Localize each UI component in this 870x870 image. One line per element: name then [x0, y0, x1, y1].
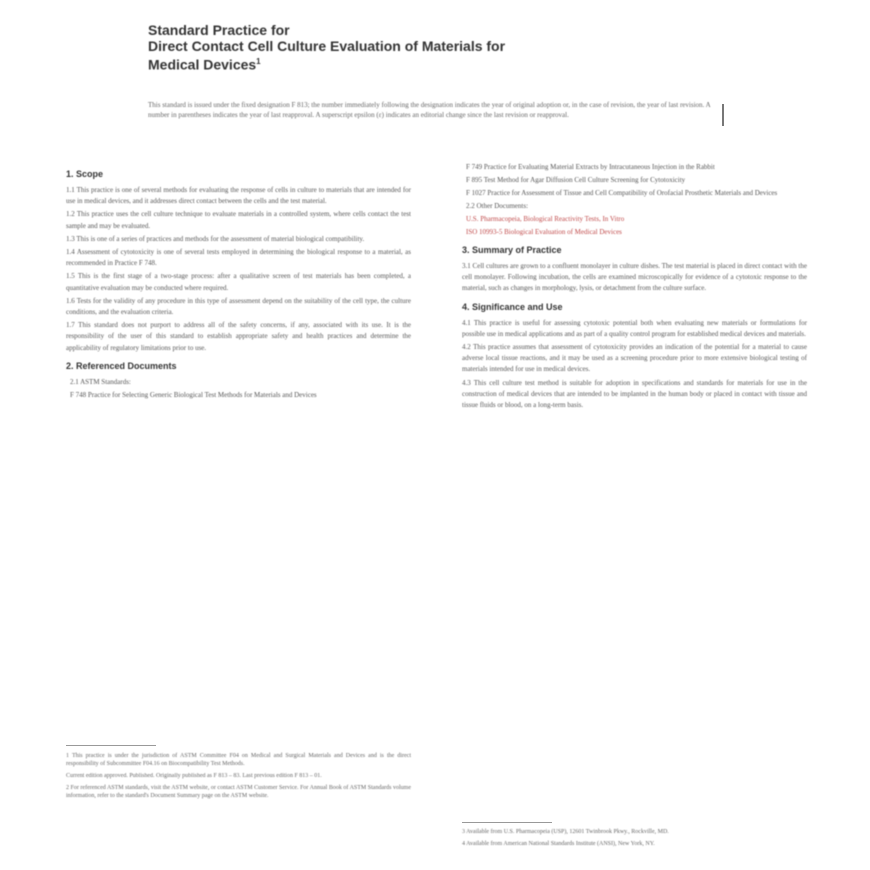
reference-item: F 895 Test Method for Agar Diffusion Cell Culture Screening for Cytotoxicity: [466, 176, 686, 184]
footnote-rule: [66, 745, 156, 746]
paragraph-1-6: 1.6 Tests for the validity of any procedure in this type of assessment depend on the suitability of the cell type, the culture conditions, and the evaluation criteria.: [66, 296, 411, 317]
reference-link[interactable]: ISO 10993-5 Biological Evaluation of Medical Devices: [466, 228, 622, 236]
footnote-rule: [462, 822, 552, 823]
section-heading-significance: 4. Significance and Use: [462, 301, 563, 312]
section-heading-referenced-documents: 2. Referenced Documents: [66, 360, 177, 371]
right-column: [462, 162, 807, 413]
footnote: 2 For referenced ASTM standards, visit the ASTM website, or contact ASTM Customer Service. For Annual Book of ASTM Standards volume information, refer to the standard's Document Summary page on the ASTM website.: [66, 785, 411, 799]
footnote: 3 Available from U.S. Pharmacopeia (USP), 12601 Twinbrook Pkwy., Rockville, MD.: [462, 829, 669, 835]
title-line-3: [148, 54, 708, 73]
reference-item: 2.2 Other Documents:: [466, 202, 529, 210]
paragraph-4-1: 4.1 This practice is useful for assessing cytotoxic potential both when evaluating new materials or formulations for possible use in medical applications and as part of a quality control program for established medical devices and materials.: [462, 318, 807, 338]
footnotes-right: [462, 828, 807, 852]
reference-item: F 748 Practice for Selecting Generic Biological Test Methods for Materials and Devices: [70, 390, 317, 399]
revision-bar: [722, 104, 724, 126]
document-title: [148, 22, 708, 73]
paragraph-1-1: 1.1 This practice is one of several methods for evaluating the response of cells in culture to materials that are intended for use in medical devices, and it addresses direct contact between the cells and the test material.: [66, 186, 411, 206]
footnotes-left: [66, 752, 411, 804]
reference-item: F 1027 Practice for Assessment of Tissue and Cell Compatibility of Orofacial Prosthetic Materials and Devices: [466, 189, 778, 197]
paragraph-1-3: 1.3 This is one of a series of practices and methods for the assessment of material biological compatibility.: [66, 234, 365, 243]
section-heading-summary: 3. Summary of Practice: [462, 245, 562, 255]
left-column: [66, 162, 411, 403]
paragraph-1-5: 1.5 This is the first stage of a two-stage process: after a qualitative screen of test materials has been completed, a quantitative evaluation may be conducted where required.: [66, 272, 411, 292]
title-line-3-text: Medical Devices: [148, 56, 257, 73]
designation-note: This standard is issued under the fixed designation F 813; the number immediately following the designation indicates the year of original adoption or, in the case of revision, the year of last revision. A number in parentheses indicates the year of last reapproval. A superscript epsilon (ε) indicates an editorial change since the last revision or reapproval.: [148, 101, 711, 119]
title-line-2: Direct Contact Cell Culture Evaluation of Materials for: [148, 38, 506, 54]
section-heading-scope: 1. Scope: [66, 169, 104, 179]
title-line-1: Standard Practice for: [148, 22, 290, 38]
paragraph-4-2: 4.2 This practice assumes that assessment of cytotoxicity provides an indication of the potential for a material to cause adverse local tissue reactions, and it may be used as a screening procedure prior to more extensive biological testing of materials intended for use in medical devices.: [462, 343, 807, 374]
reference-item: 2.1 ASTM Standards:: [70, 377, 131, 386]
paragraph-1-4: 1.4 Assessment of cytotoxicity is one of several tests employed in determining the biological response to a material, as recommended in Practice F 748.: [66, 248, 411, 268]
title-footnote-mark: 1: [256, 57, 261, 66]
footnote: Current edition approved. Published. Originally published as F 813 – 83. Last previous edition F 813 – 01.: [66, 773, 322, 779]
footnote: 4 Available from American National Standards Institute (ANSI), New York, NY.: [462, 841, 655, 847]
paragraph-3-1: 3.1 Cell cultures are grown to a confluent monolayer in culture dishes. The test material is placed in direct contact with the cell monolayer. Following incubation, the cells are examined microscopically for evidence of a cytotoxic response to the material, such as changes in morphology, lysis, or detachment from the culture surface.: [462, 262, 807, 293]
paragraph-4-3: 4.3 This cell culture test method is suitable for adoption in specifications and standards for materials for use in the construction of medical devices that are intended to be implanted in the human body or placed in contact with tissue and tissue fluids or blood, on a long-term basis.: [462, 378, 807, 410]
paragraph-1-7: 1.7 This standard does not purport to address all of the safety concerns, if any, associated with its use. It is the responsibility of the user of this standard to establish appropriate safety and health practices and determine the applicability of regulatory limitations prior to use.: [66, 321, 411, 352]
reference-link[interactable]: U.S. Pharmacopeia, Biological Reactivity Tests, In Vitro: [466, 215, 625, 223]
footnote: 1 This practice is under the jurisdiction of ASTM Committee F04 on Medical and Surgical Materials and Devices and is the direct responsibility of Subcommittee F04.16 on Biocompatibility Test Methods.: [66, 753, 411, 767]
paragraph-1-2: 1.2 This practice uses the cell culture technique to evaluate materials in a controlled system, where cells contact the test sample and may be evaluated.: [66, 210, 411, 230]
reference-item: F 749 Practice for Evaluating Material Extracts by Intracutaneous Injection in the Rabbit: [466, 163, 715, 171]
